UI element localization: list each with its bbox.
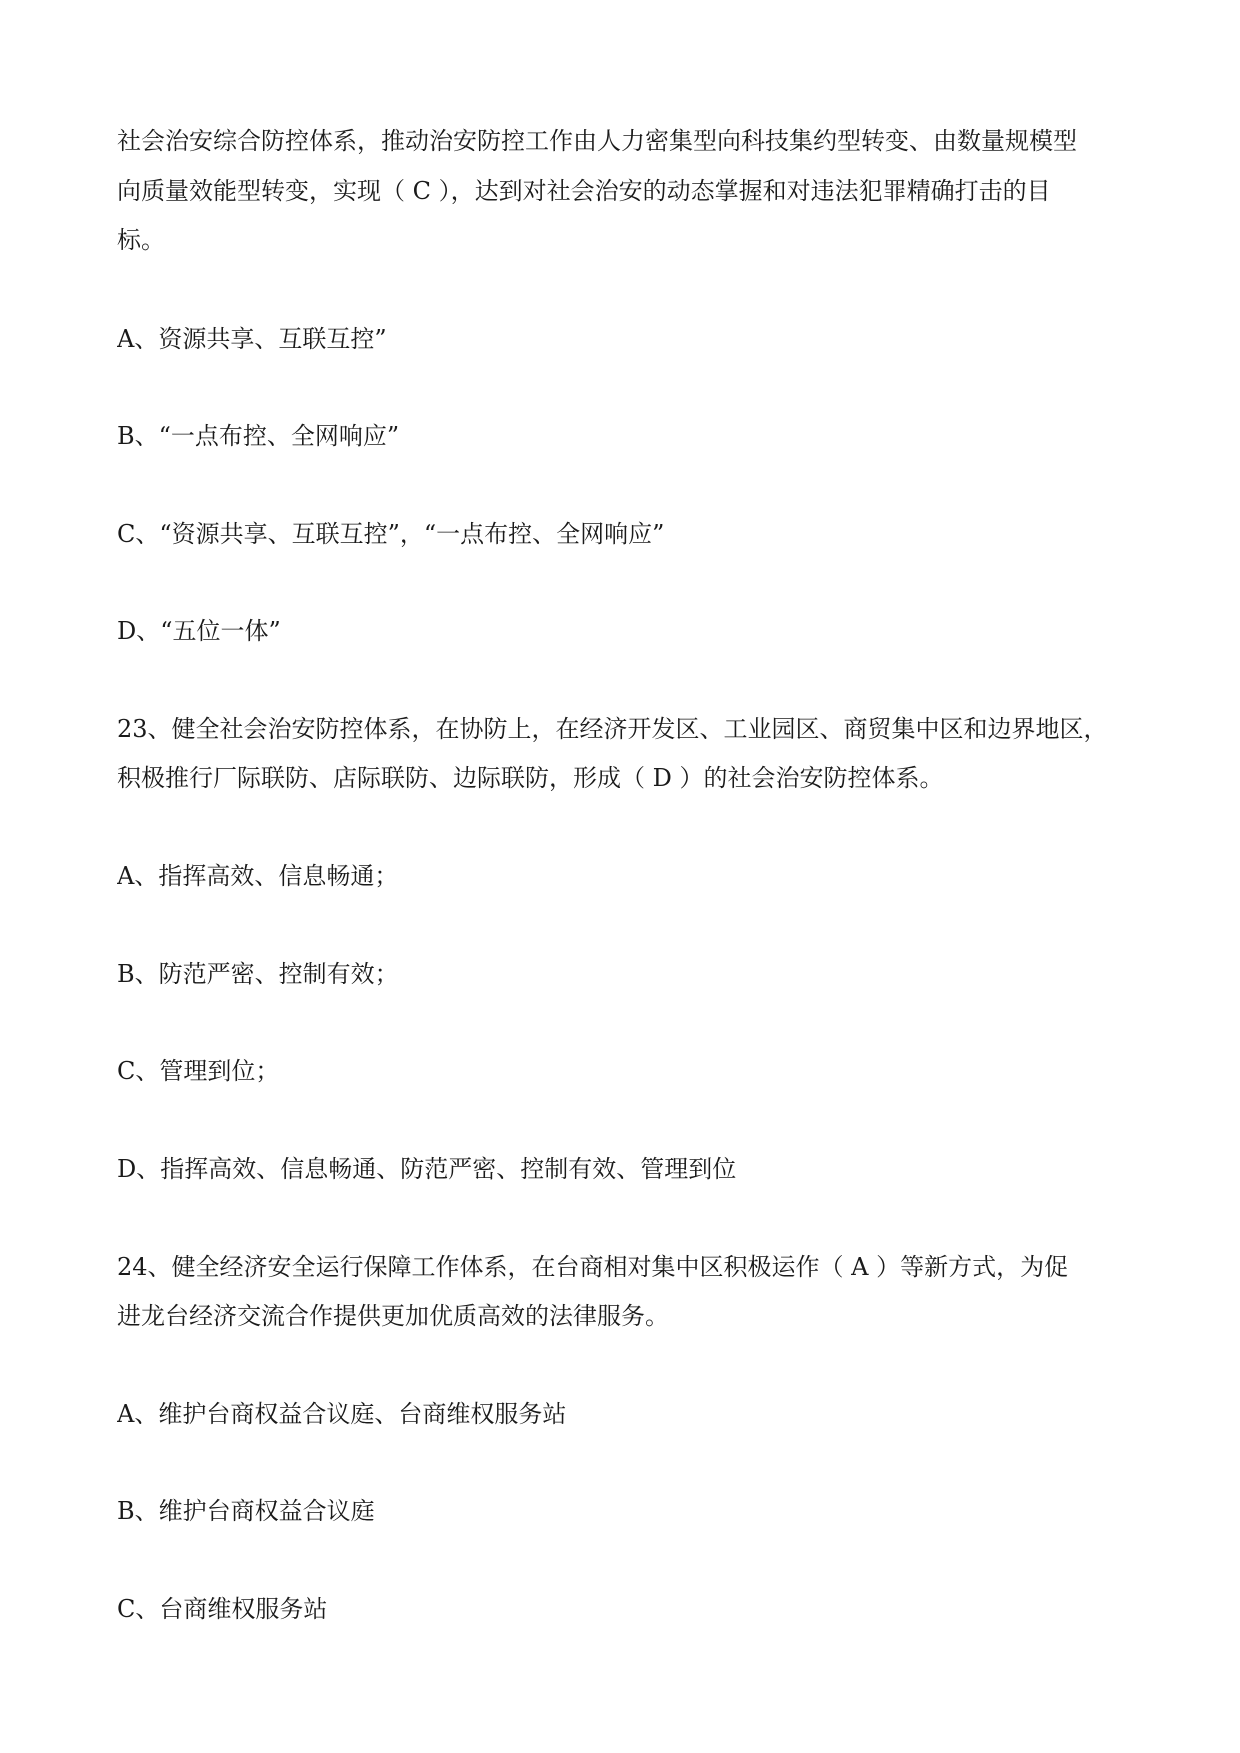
q24-stem-line-2: 进龙台经济交流合作提供更加优质高效的法律服务。 [117, 1302, 669, 1330]
q24-option-a: A、维护台商权益合议庭、台商维权服务站 [117, 1400, 567, 1428]
q23-stem-line-1: 23、健全社会治安防控体系，在协防上，在经济开发区、工业园区、商贸集中区和边界地区， [117, 715, 1108, 743]
q22-option-d: D、“五位一体” [117, 617, 281, 645]
q22-option-c: C、“资源共享、互联互控”，“一点布控、全网响应” [117, 520, 665, 548]
q24-stem-line-1: 24、健全经济安全运行保障工作体系，在台商相对集中区积极运作（ A ）等新方式，为促 [117, 1253, 1069, 1281]
q24-option-c: C、台商维权服务站 [117, 1595, 328, 1623]
q22-stem-line-3: 标。 [117, 226, 165, 254]
q23-option-c: C、管理到位； [117, 1057, 280, 1085]
q23-option-d: D、指挥高效、信息畅通、防范严密、控制有效、管理到位 [117, 1155, 737, 1183]
q23-option-b: B、防范严密、控制有效； [117, 960, 399, 988]
q22-option-a: A、资源共享、互联互控” [117, 325, 387, 353]
q22-stem-line-1: 社会治安综合防控体系，推动治安防控工作由人力密集型向科技集约型转变、由数量规模型 [117, 127, 1077, 155]
q22-option-b: B、“一点布控、全网响应” [117, 422, 400, 450]
q23-option-a: A、指挥高效、信息畅通； [117, 862, 399, 890]
q24-option-b: B、维护台商权益合议庭 [117, 1497, 375, 1525]
q23-stem-line-2: 积极推行厂际联防、店际联防、边际联防，形成（ D ）的社会治安防控体系。 [117, 764, 944, 792]
q22-stem-line-2: 向质量效能型转变，实现（ C ），达到对社会治安的动态掌握和对违法犯罪精确打击的目 [117, 177, 1051, 205]
